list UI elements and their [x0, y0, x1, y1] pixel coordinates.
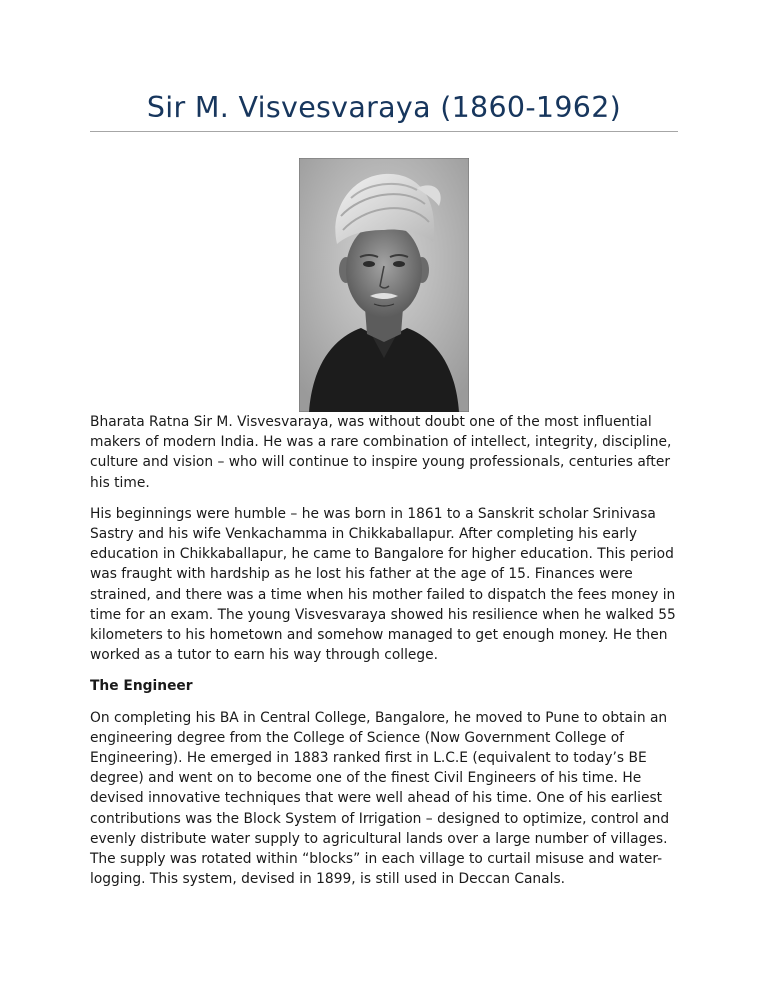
paragraph-engineer: On completing his BA in Central College, Bangalore, he moved to Pune to obtain an engineering degree from the College of Science (Now Government College of Engineering). He emerged in 1883 ranked first in L.C.E (equivalent to today’s BE degree) and went on to become one of the finest Civil Engineers of his time. He devised innovative techniques that were well ahead of his time. One of his earliest contributions was the Block System of Irrigation – designed to optimize, control and evenly distribute water supply to agricultural lands over a large number of villages. The supply was rotated within “blocks” in each village to curtail misuse and water-logging. This system, devised in 1899, is still used in Deccan Canals. [90, 709, 670, 888]
section-heading: The Engineer [90, 678, 193, 695]
paragraph-intro: Bharata Ratna Sir M. Visvesvaraya, was without doubt one of the most influential makers of modern India. He was a rare combination of intellect, integrity, discipline, culture and vision – who will continue to inspire young professionals, centuries after his time. [90, 414, 672, 491]
body-text [90, 412, 680, 900]
paragraph-beginnings: His beginnings were humble – he was born in 1861 to a Sanskrit scholar Srinivasa Sastry and his wife Venkachamma in Chikkaballapur. After completing his early education in Chikkaballapur, he came to Bangalore for higher education. This period was fraught with hardship as he lost his father at the age of 15. Finances were strained, and there was a time when his mother failed to dispatch the fees money in time for an exam. The young Visvesvaraya showed his resilience when he walked 55 kilometers to his hometown and somehow managed to get enough money. He then worked as a tutor to earn his way through college. [90, 505, 676, 664]
portrait-photo-icon [299, 158, 469, 412]
title-divider [90, 131, 678, 132]
page-title: Sir M. Visvesvaraya (1860-1962) [146, 91, 622, 124]
